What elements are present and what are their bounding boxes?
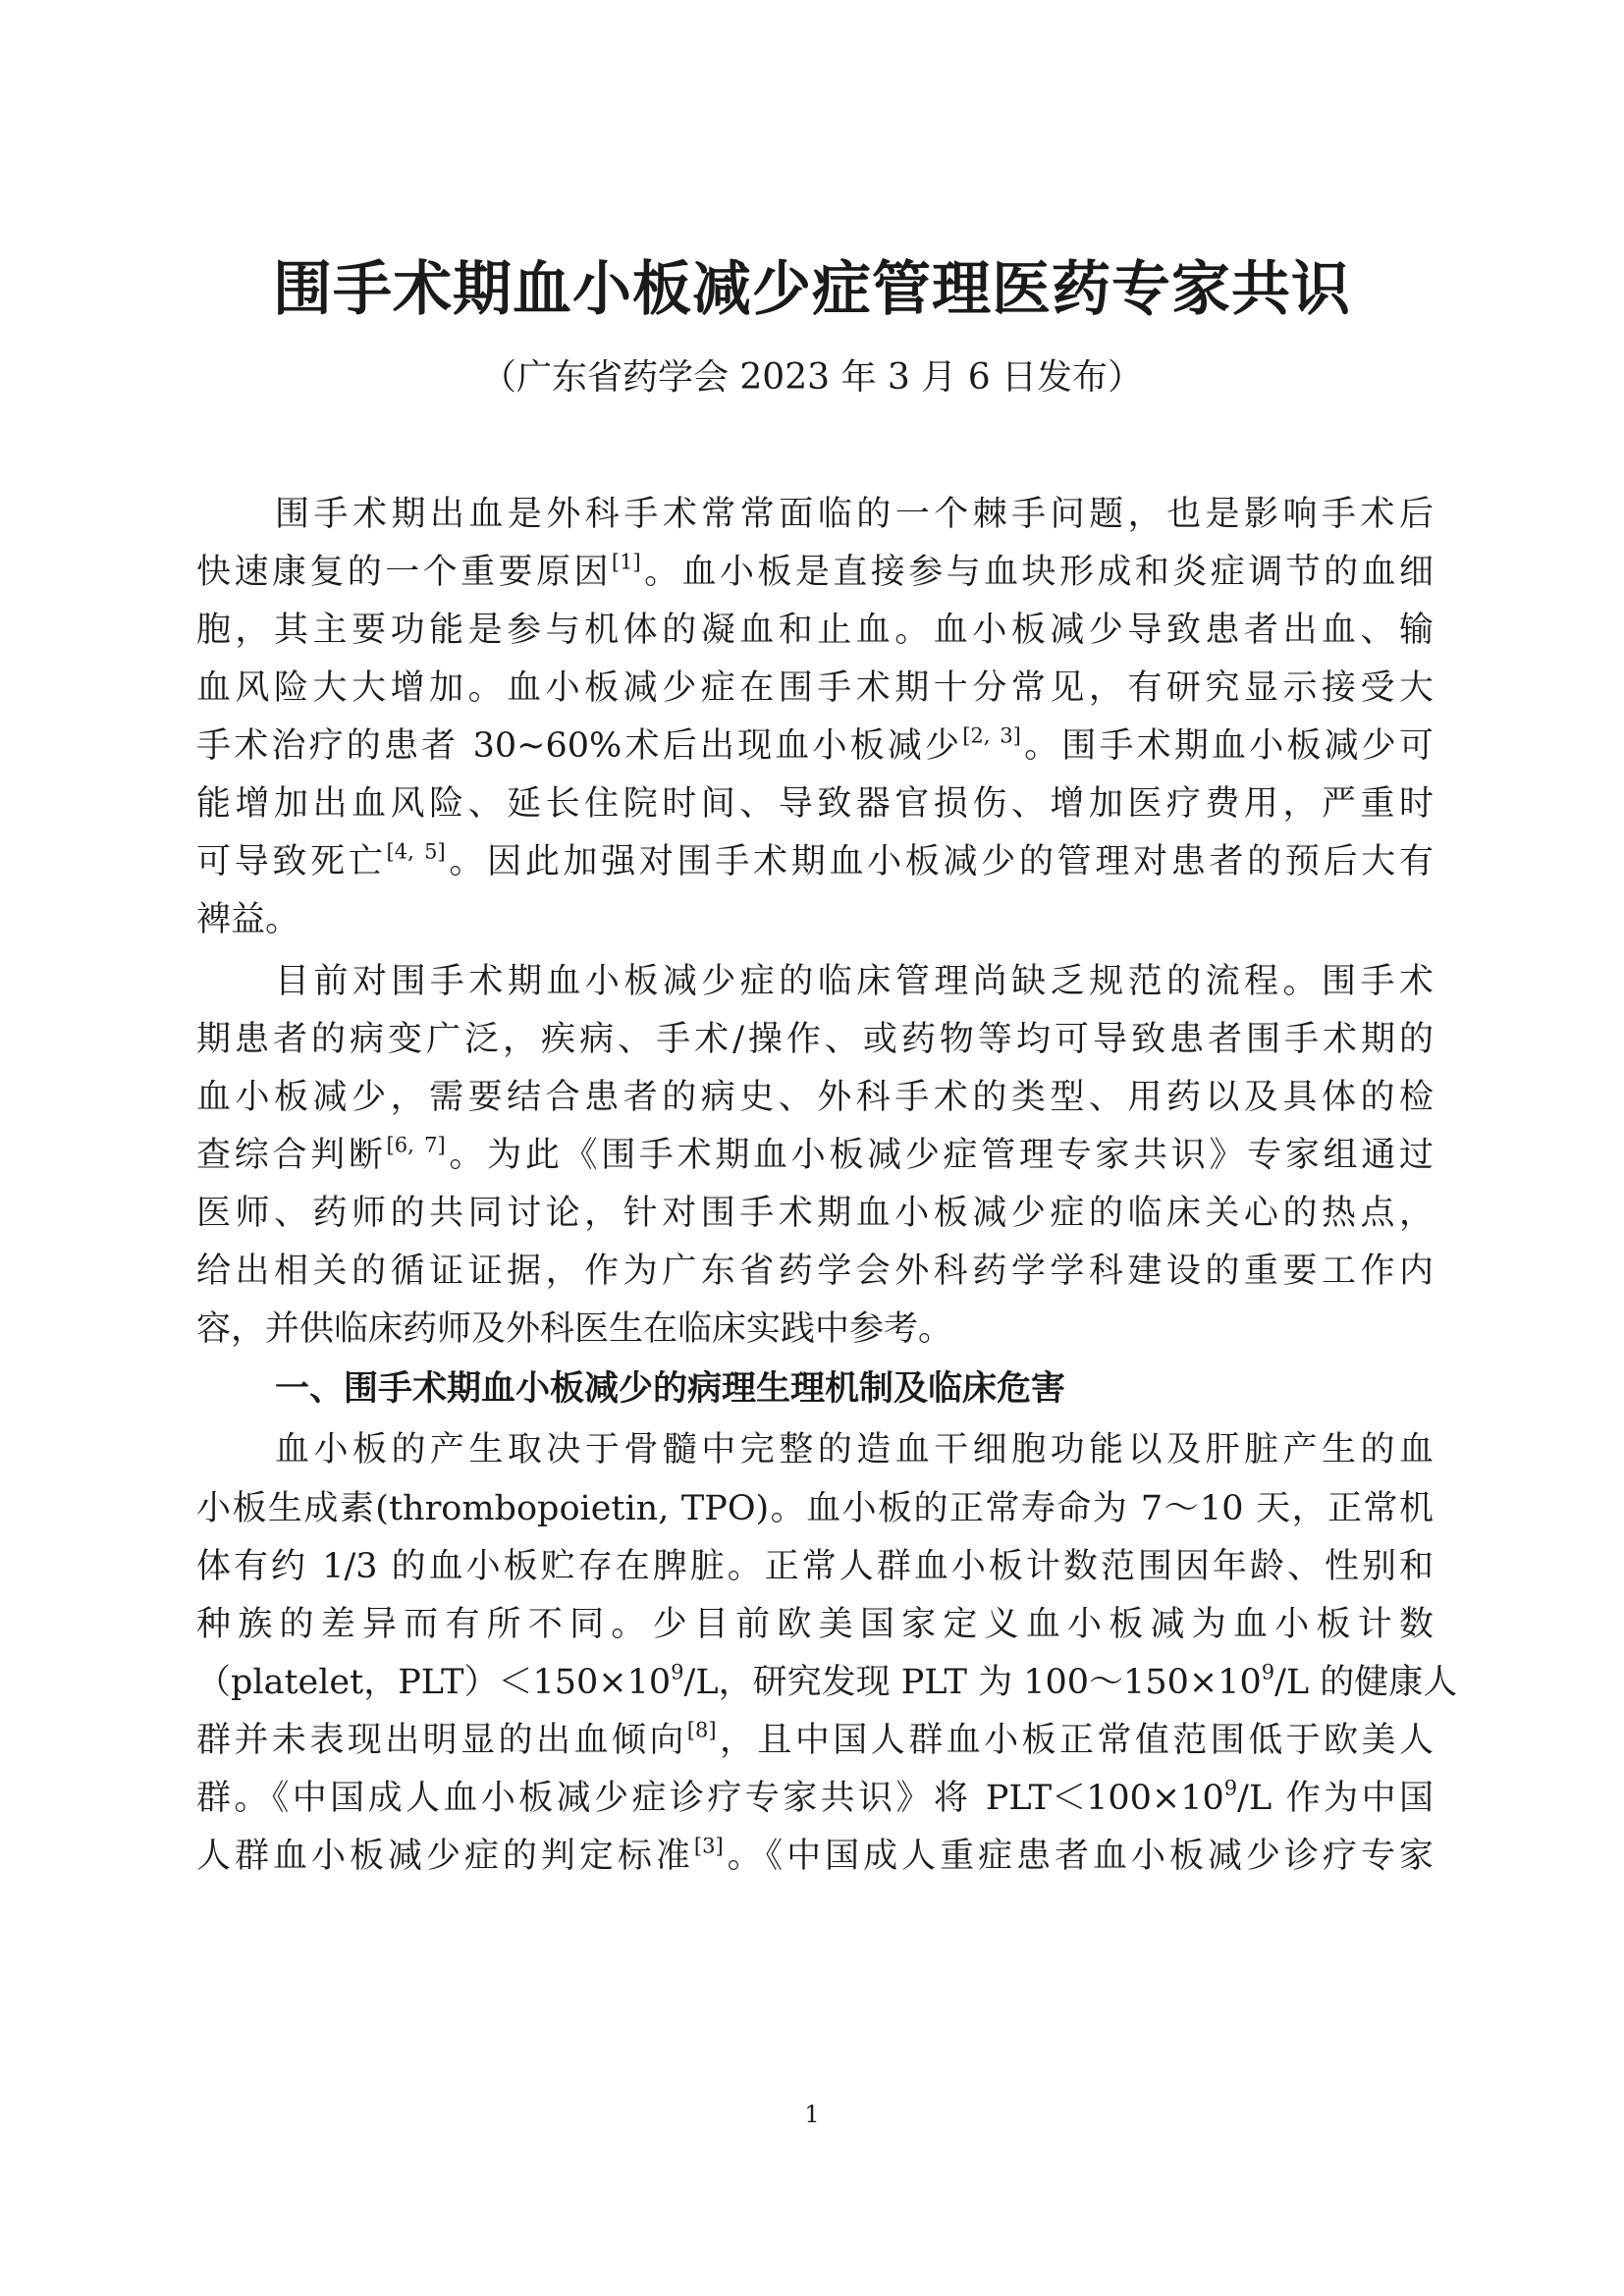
text-line: （platelet，$PLT)<150\times 10^9/L$，研究发现 PLT 为 $100\sim 150\times 10^9/L$ 的健康人	[196, 1660, 1458, 1702]
citation: [4, 5]	[386, 839, 446, 864]
text-line: 围手术期出血是外科手术常常面临的一个棘手问题，也是影响手术后	[275, 495, 1434, 534]
text-line: 可导致死亡[4, 5]。因此加强对围手术期血小板减少的管理对患者的预后大有	[196, 839, 1434, 881]
section-heading: 一、围手术期血小板减少的病理生理机制及临床危害	[275, 1369, 1066, 1409]
text-line: 小板生成素(thrombopoietin, TPO)。血小板的正常寿命为 7～10 天，正常机	[196, 1489, 1434, 1528]
citation: [8]	[686, 1718, 717, 1742]
text-line: 目前对围手术期血小板减少症的临床管理尚缺乏规范的流程。围手术	[275, 962, 1434, 1001]
text-line: 容，并供临床药师及外科医生在临床实践中参考。	[196, 1309, 953, 1349]
text-line: 期患者的病变广泛，疾病、手术/操作、或药物等均可导致患者围手术期的	[196, 1020, 1434, 1059]
text-line: 群并未表现出明显的出血倾向[8]，且中国人群血小板正常值范围低于欧美人	[196, 1718, 1434, 1760]
text-line: 群。《中国成人血小板减少症诊疗专家共识》将 $PLT<100\times 10^9/L$ 作为中国	[196, 1776, 1434, 1818]
citation: [3]	[693, 1834, 724, 1858]
text-line: 种族的差异而有所不同。少目前欧美国家定义血小板减为血小板计数	[196, 1605, 1434, 1644]
text-line: 血小板减少，需要结合患者的病史、外科手术的类型、用药以及具体的检	[196, 1078, 1434, 1117]
superscript: 9	[671, 1660, 684, 1684]
text-line: 医师、药师的共同讨论，针对围手术期血小板减少症的临床关心的热点，	[196, 1194, 1434, 1233]
text-line: 人群血小板减少症的判定标准[3]。《中国成人重症患者血小板减少诊疗专家	[196, 1834, 1434, 1876]
text-line: 给出相关的循证证据，作为广东省药学会外科药学学科建设的重要工作内	[196, 1252, 1434, 1291]
document-subtitle: （广东省药学会 2023 年 3 月 6 日发布）	[480, 357, 1144, 398]
text-line: 体有约 1/3 的血小板贮存在脾脏。正常人群血小板计数范围因年龄、性别和	[196, 1547, 1434, 1586]
superscript: 9	[1261, 1660, 1275, 1684]
citation: [2, 3]	[962, 723, 1021, 748]
citation: [1]	[611, 550, 641, 574]
document-title: 围手术期血小板减少症管理医药专家共识	[273, 255, 1351, 324]
text-line: 查综合判断[6, 7]。为此《围手术期血小板减少症管理专家共识》专家组通过	[196, 1133, 1434, 1175]
text-line: 血小板的产生取决于骨髓中完整的造血干细胞功能以及肝脏产生的血	[275, 1430, 1434, 1469]
text-line: 胞，其主要功能是参与机体的凝血和止血。血小板减少导致患者出血、输	[196, 611, 1434, 650]
page-number: 1	[804, 2101, 820, 2128]
text-line: 血风险大大增加。血小板减少症在围手术期十分常见，有研究显示接受大	[196, 668, 1434, 708]
superscript: 9	[1223, 1776, 1238, 1800]
text-line: 快速康复的一个重要原因[1]。血小板是直接参与血块形成和炎症调节的血细	[196, 550, 1434, 592]
text-line: 手术治疗的患者 30~60%术后出现血小板减少[2, 3]。围手术期血小板减少可	[196, 723, 1434, 766]
citation: [6, 7]	[386, 1133, 446, 1157]
text-line: 能增加出血风险、延长住院时间、导致器官损伤、增加医疗费用，严重时	[196, 784, 1434, 824]
text-line: 裨益。	[196, 900, 300, 939]
